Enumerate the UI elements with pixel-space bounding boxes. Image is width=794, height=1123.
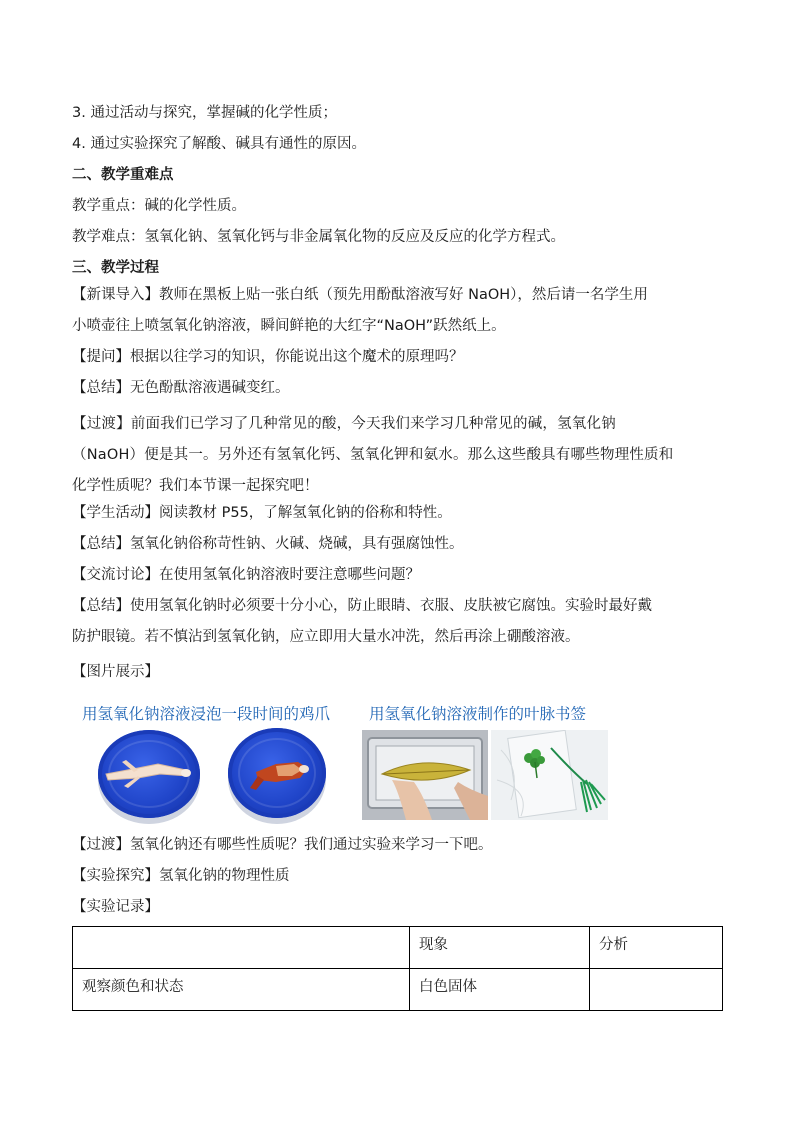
figure-caption-chicken-feet: 用氢氧化钠溶液浸泡一段时间的鸡爪 — [82, 705, 331, 723]
table-cell-item: 观察颜色和状态 — [73, 969, 410, 1011]
section-2-heading: 二、教学重难点 — [72, 167, 174, 183]
summary-3-line-1: 【总结】使用氢氧化钠时必须要十分小心，防止眼睛、衣服、皮肤被它腐蚀。实验时最好戴 — [72, 598, 652, 614]
table-header-phenomenon: 现象 — [410, 927, 590, 969]
leaf-in-tray-photo — [362, 730, 488, 820]
student-activity: 【学生活动】阅读教材 P55，了解氢氧化钠的俗称和特性。 — [72, 505, 452, 521]
record-label: 【实验记录】 — [72, 899, 159, 915]
objective-3: 3. 通过活动与探究，掌握碱的化学性质； — [72, 105, 337, 121]
leaf-vein-bookmark-photo — [491, 730, 608, 820]
table-header-analysis: 分析 — [590, 927, 723, 969]
table-cell-analysis — [590, 969, 723, 1011]
table-header-row — [73, 927, 723, 969]
transition-2: 【过渡】氢氧化钠还有哪些性质呢？我们通过实验来学习一下吧。 — [72, 837, 493, 853]
section-3-heading: 三、教学过程 — [72, 260, 159, 276]
summary-1: 【总结】无色酚酞溶液遇碱变红。 — [72, 380, 290, 396]
table-row — [73, 969, 723, 1011]
table-cell-phenomenon: 白色固体 — [410, 969, 590, 1011]
picture-show-label: 【图片展示】 — [72, 664, 159, 680]
experiment-label: 【实验探究】氢氧化钠的物理性质 — [72, 868, 290, 884]
transition-1-line-3: 化学性质呢？我们本节课一起探究吧！ — [72, 478, 319, 494]
figure-caption-leaf-bookmark: 用氢氧化钠溶液制作的叶脉书签 — [369, 705, 587, 723]
blue-plate-fresh-chicken-foot — [98, 730, 200, 818]
table-header-cell — [73, 927, 410, 969]
blue-plate-corroded-chicken-foot — [228, 728, 326, 818]
corroded-chicken-foot-image — [228, 728, 326, 818]
leaf-tray-image — [362, 730, 488, 820]
difficulty: 教学难点：氢氧化钠、氢氧化钙与非金属氧化物的反应及反应的化学方程式。 — [72, 229, 565, 245]
fresh-chicken-foot-image — [98, 730, 200, 818]
objective-4: 4. 通过实验探究了解酸、碱具有通性的原因。 — [72, 136, 366, 152]
key-point: 教学重点：碱的化学性质。 — [72, 198, 246, 214]
intro-line-2: 小喷壶往上喷氢氧化钠溶液，瞬间鲜艳的大红字“NaOH”跃然纸上。 — [72, 318, 506, 334]
question: 【提问】根据以往学习的知识，你能说出这个魔术的原理吗？ — [72, 349, 464, 365]
experiment-record-table — [72, 926, 723, 1011]
intro-line-1: 【新课导入】教师在黑板上贴一张白纸（预先用酚酞溶液写好 NaOH），然后请一名学生用 — [72, 287, 648, 303]
discussion: 【交流讨论】在使用氢氧化钠溶液时要注意哪些问题？ — [72, 567, 420, 583]
transition-1-line-1: 【过渡】前面我们已学习了几种常见的酸，今天我们来学习几种常见的碱，氢氧化钠 — [72, 416, 616, 432]
summary-3-line-2: 防护眼镜。若不慎沾到氢氧化钠，应立即用大量水冲洗，然后再涂上硼酸溶液。 — [72, 629, 580, 645]
bookmark-image — [491, 730, 608, 820]
summary-2: 【总结】氢氧化钠俗称苛性钠、火碱、烧碱，具有强腐蚀性。 — [72, 536, 464, 552]
transition-1-line-2: （NaOH）便是其一。另外还有氢氧化钙、氢氧化钾和氨水。那么这些酸具有哪些物理性质和 — [72, 447, 674, 463]
